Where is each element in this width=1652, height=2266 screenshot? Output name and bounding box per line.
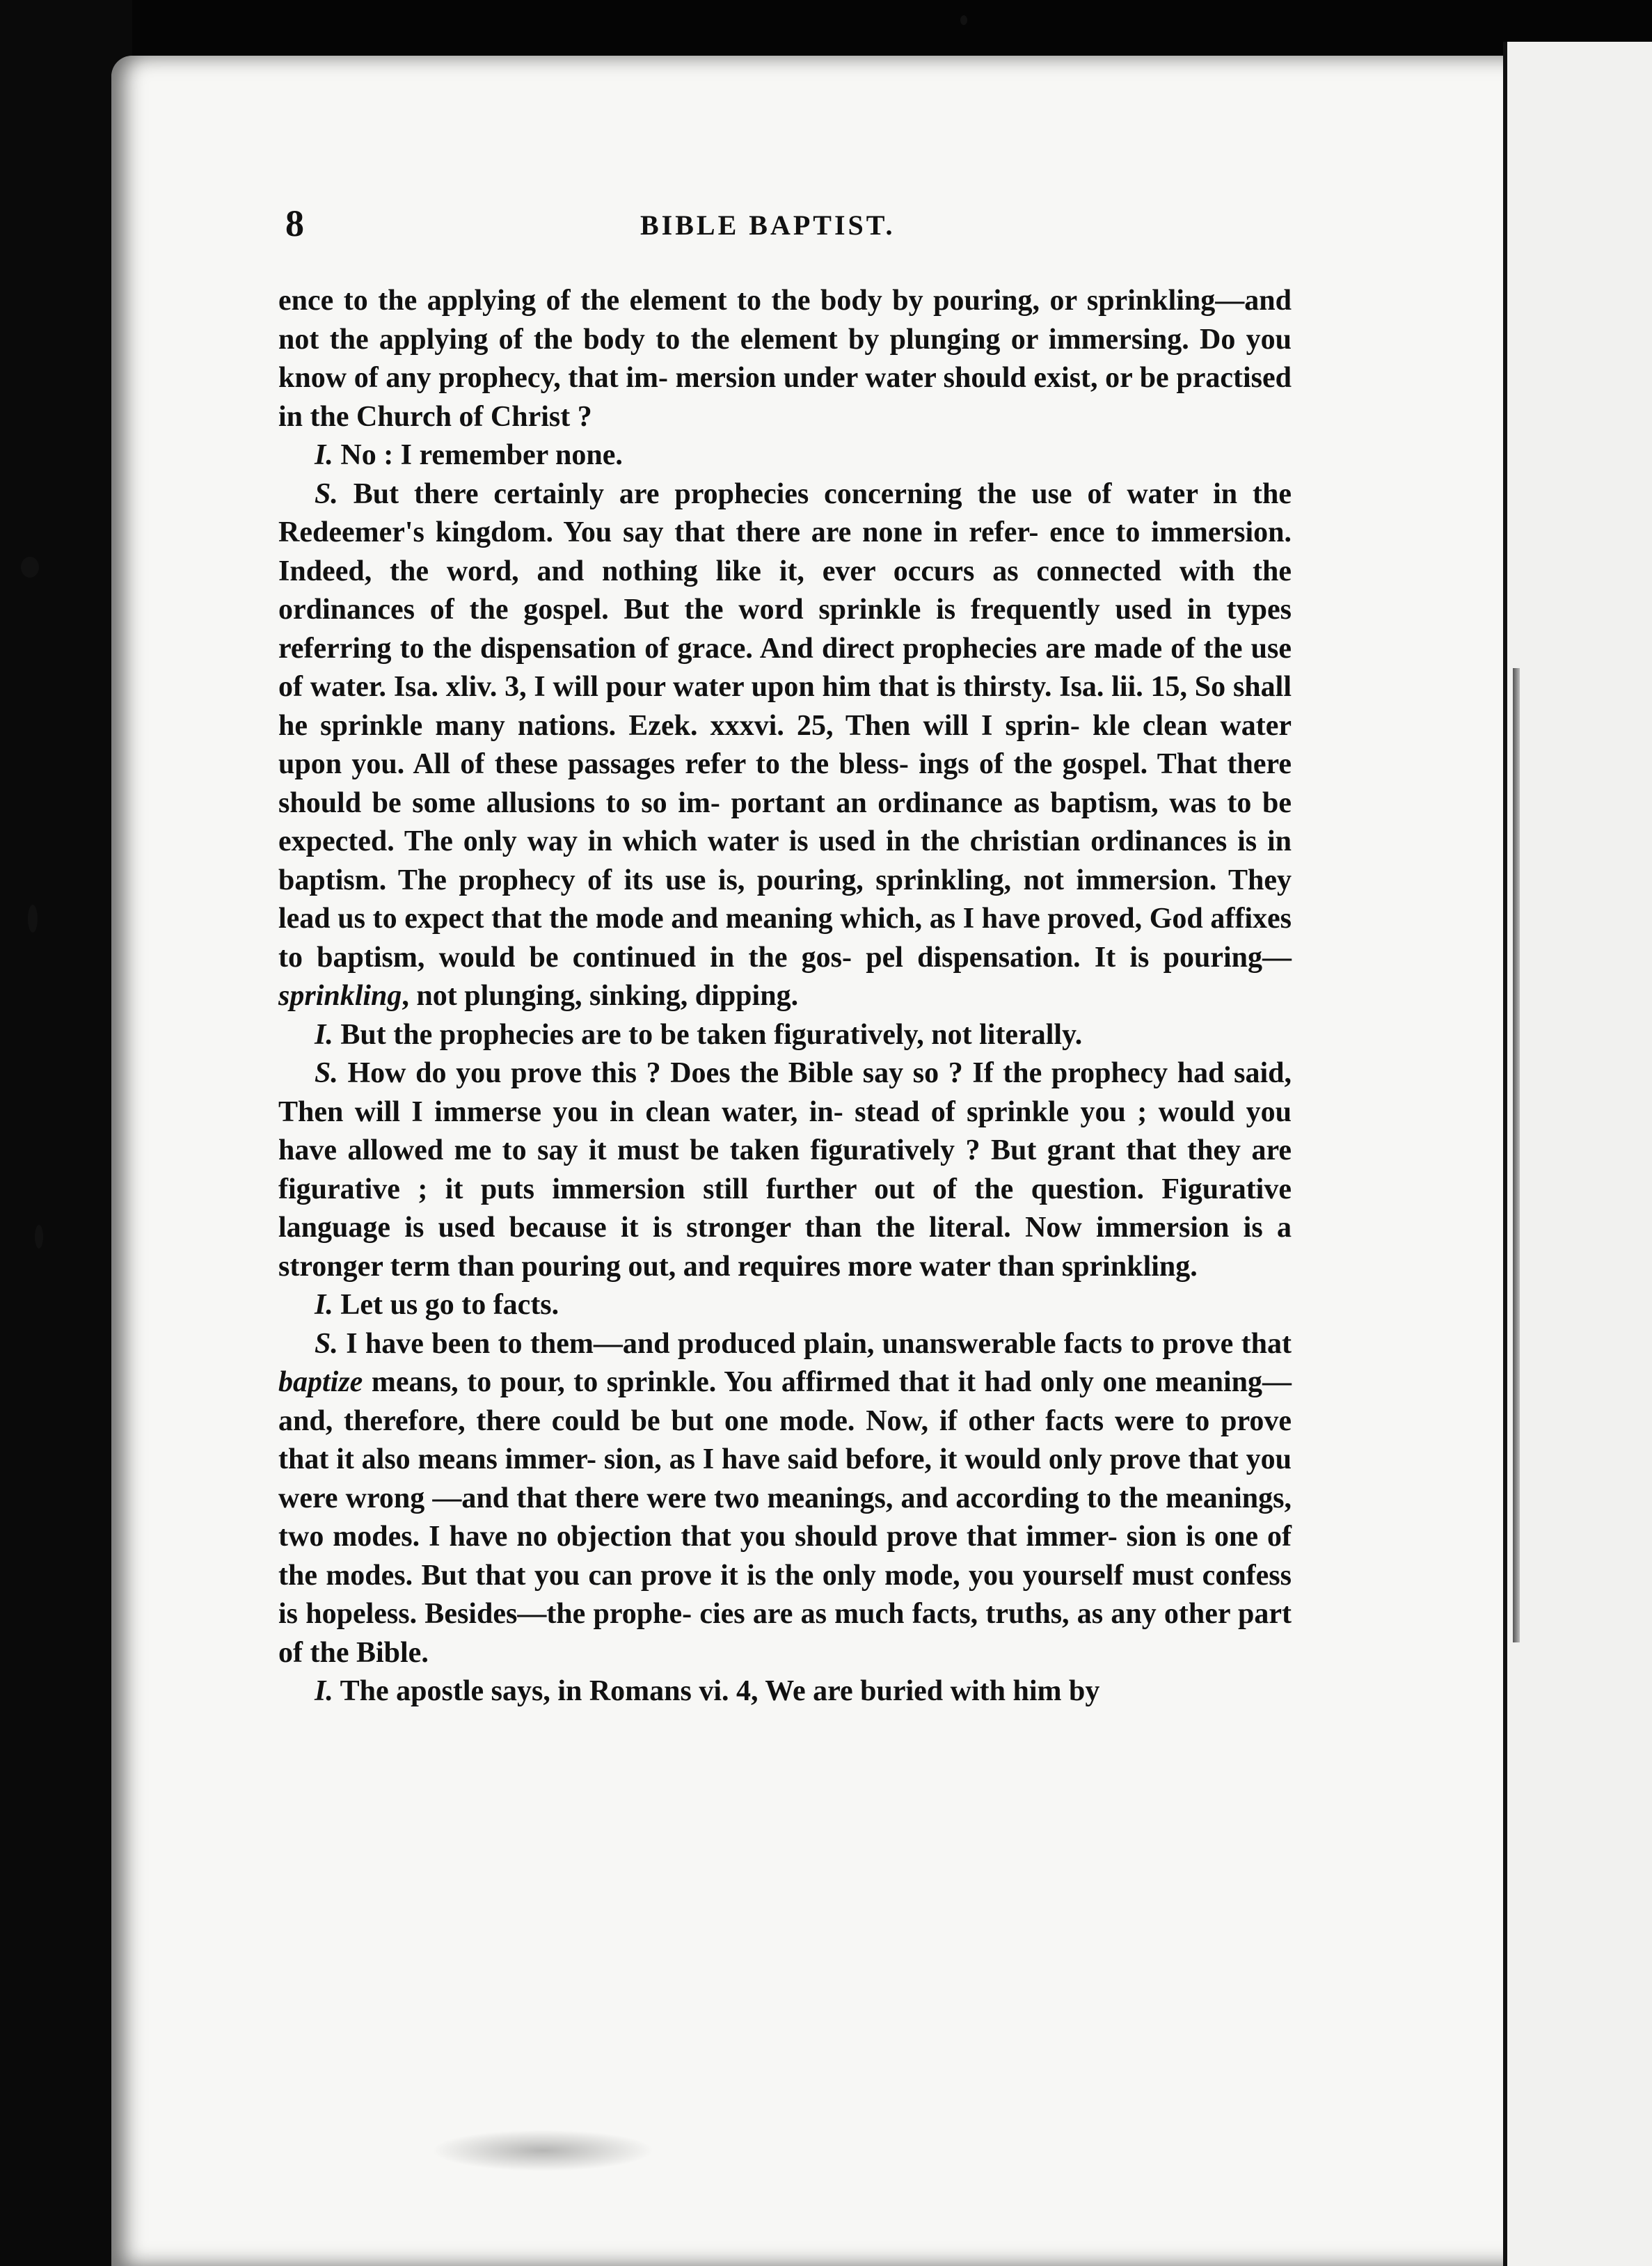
ink-speck [35, 1225, 43, 1249]
speaker-label: I. [315, 1289, 333, 1321]
paragraph [278, 475, 1292, 1016]
paragraph-text-after: , not plunging, sinking, dipping. [402, 980, 799, 1012]
paragraph-text: But the prophecies are to be taken figuratively, not literally. [340, 1018, 1083, 1051]
paragraph [278, 1054, 1292, 1286]
paragraph-text: No : I remember none. [340, 439, 623, 471]
page-number: 8 [285, 203, 304, 244]
speaker-label: S. [315, 477, 338, 510]
paragraph [278, 436, 1292, 475]
speaker-label: S. [315, 1327, 338, 1360]
paragraph [278, 1672, 1292, 1711]
speaker-label: I. [315, 1018, 333, 1051]
page-gutter-shadow [1513, 668, 1520, 1642]
speaker-label: I. [315, 439, 333, 471]
ink-speck [28, 905, 38, 933]
running-title: BIBLE BAPTIST. [640, 209, 896, 241]
paragraph [278, 1286, 1292, 1325]
italic-word: baptize [278, 1366, 363, 1398]
paragraph [278, 1016, 1292, 1055]
body-text [278, 282, 1292, 1711]
paragraph-text: How do you prove this ? Does the Bible say so ? If the prophecy had said, Then will I immerse you in clean water, in- stead of sprinkle you ; would you have allowed me to say it must be taken figuratively ? But grant that they are figurative ; it puts immersion still further out of the question. Figurative language is used because it is stronger than the literal. Now immersion is a stronger term than pouring out, and requires more water than sprinkling. [278, 1057, 1292, 1283]
speaker-label: S. [315, 1057, 338, 1089]
page-smudge [431, 2130, 654, 2171]
speaker-label: I. [315, 1675, 333, 1707]
paragraph [278, 282, 1292, 436]
ink-speck [21, 557, 39, 578]
facing-page-edge [1503, 42, 1652, 2266]
paragraph-text: I have been to them—and produced plain, unanswerable facts to prove that [346, 1327, 1292, 1360]
italic-word: sprinkling [278, 980, 402, 1012]
ink-speck [960, 15, 967, 25]
paragraph-text: ence to the applying of the element to the body by pouring, or sprinkling—and not the applying of the body to the element by plunging or immersing. Do you know of any prophecy, that im- mersion under water should exist, or be practised in the Church of Christ ? [278, 285, 1292, 433]
paragraph [278, 1325, 1292, 1673]
scan-top-border [0, 0, 1652, 56]
paragraph-text: Let us go to facts. [340, 1289, 559, 1321]
page-header [285, 202, 1294, 258]
paragraph-text-after: means, to pour, to sprinkle. You affirmed that it had only one meaning—and, therefore, there could be but one mode. Now, if other facts were to prove that it also means immer- sion, as I have said before, it would only prove that you were wrong —and that there were two meanings, and according to the meanings, two modes. I have no objection that you should prove that immer- sion is one of the modes. But that you can prove it is the only mode, you yourself must confess is hopeless. Besides—the prophe- cies are as much facts, truths, as any other part of the Bible. [278, 1366, 1292, 1669]
paragraph-text: But there certainly are prophecies concerning the use of water in the Redeemer's kingdom. You say that there are none in refer- ence to immersion. Indeed, the word, and nothing like it, ever occurs as connected with the ordinances of the gospel. But the word sprinkle is frequently used in types referring to the dispensation of grace. And direct prophecies are made of the use of water. Isa. xliv. 3, I will pour water upon him that is thirsty. Isa. lii. 15, So shall he sprinkle many nations. Ezek. xxxvi. 25, Then will I sprin- kle clean water upon you. All of these passages refer to the bless- ings of the gospel. That there should be some allusions to so im- portant an ordinance as baptism, was to be expected. The only way in which water is used in the christian ordinances is in baptism. The prophecy of its use is, pouring, sprinkling, not immersion. They lead us to expect that the mode and meaning which, as I have proved, God affixes to baptism, would be continued in the gos- pel dispensation. It is pouring— [278, 477, 1292, 974]
paragraph-text: The apostle says, in Romans vi. 4, We are buried with him by [340, 1675, 1100, 1707]
